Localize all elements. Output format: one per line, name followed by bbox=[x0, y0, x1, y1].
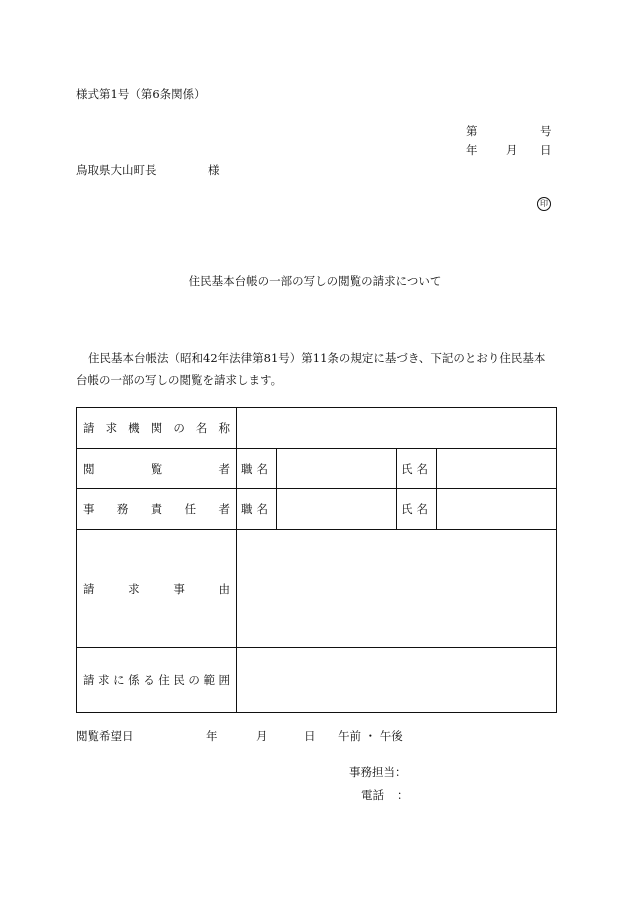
date-year-label: 年 bbox=[466, 143, 478, 157]
requesting-org-field[interactable] bbox=[237, 408, 557, 449]
request-form-table bbox=[76, 407, 557, 713]
number-prefix: 第 bbox=[466, 124, 478, 138]
manager-job-title-field[interactable] bbox=[277, 489, 397, 530]
viewer-label: 閲覧者 bbox=[77, 449, 237, 489]
document-title: 住民基本台帳の一部の写しの閲覧の請求について bbox=[188, 274, 442, 288]
request-statement: 住民基本台帳法（昭和42年法律第81号）第11条の規定に基づき、下記のとおり住民基本台帳の一部の写しの閲覧を請求します。 bbox=[76, 351, 546, 387]
date-month-label: 月 bbox=[506, 143, 518, 157]
viewer-name-field[interactable] bbox=[437, 449, 557, 489]
table-row bbox=[77, 648, 557, 713]
reason-field[interactable] bbox=[237, 530, 557, 648]
viewer-name-label: 氏名 bbox=[397, 449, 437, 489]
desired-year-label: 年 bbox=[206, 729, 218, 743]
viewer-job-title-label: 職名 bbox=[237, 449, 277, 489]
phone-label: 電話 bbox=[361, 788, 384, 802]
manager-name-field[interactable] bbox=[437, 489, 557, 530]
viewer-job-title-field[interactable] bbox=[277, 449, 397, 489]
table-row bbox=[77, 530, 557, 648]
manager-job-title-label: 職名 bbox=[237, 489, 277, 530]
addressee-honorific: 様 bbox=[208, 163, 220, 177]
desired-day-label: 日 bbox=[304, 729, 316, 743]
contact-person: 事務担当： bbox=[349, 765, 407, 779]
table-row bbox=[77, 449, 557, 489]
number-suffix: 号 bbox=[540, 124, 552, 138]
desired-month-label: 月 bbox=[256, 729, 268, 743]
am-pm-choice: 午前 ・ 午後 bbox=[338, 729, 403, 743]
reason-label: 請求事由 bbox=[77, 530, 237, 648]
manager-name-label: 氏名 bbox=[397, 489, 437, 530]
addressee bbox=[76, 162, 220, 178]
phone-colon: ： bbox=[397, 788, 409, 802]
resident-scope-field[interactable] bbox=[237, 648, 557, 713]
date-day-label: 日 bbox=[540, 143, 552, 157]
resident-scope-label: 請求に係る住民の範囲 bbox=[77, 648, 237, 713]
desired-date-label: 閲覧希望日 bbox=[76, 729, 134, 743]
addressee-name: 鳥取県大山町長 bbox=[76, 163, 157, 177]
form-number: 様式第1号（第6条関係） bbox=[76, 87, 206, 101]
office-manager-label: 事務責任者 bbox=[77, 489, 237, 530]
requesting-org-label: 請求機関の名称 bbox=[77, 408, 237, 449]
seal-icon: 印 bbox=[537, 197, 551, 211]
table-row bbox=[77, 408, 557, 449]
table-row bbox=[77, 489, 557, 530]
